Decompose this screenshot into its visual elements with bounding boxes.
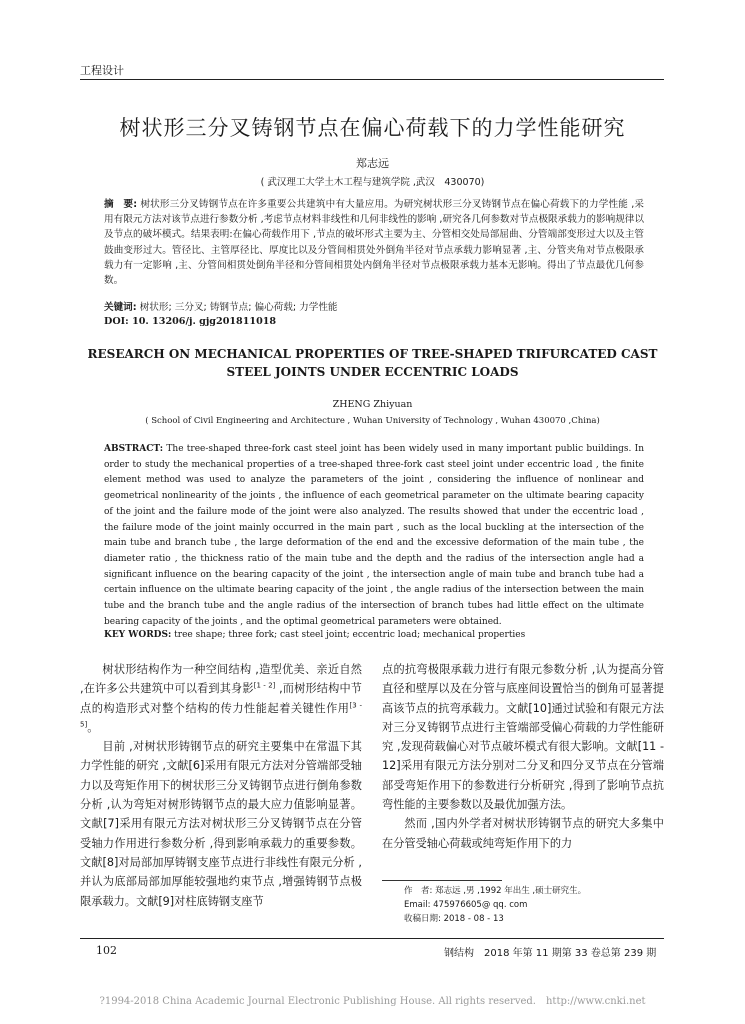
chinese-affiliation: ( 武汉理工大学土木工程与建筑学院 ,武汉 430070)	[260, 177, 485, 188]
section-label: 工程设计	[80, 64, 124, 77]
footnote-divider	[382, 880, 502, 881]
english-keywords-label: KEY WORDS:	[104, 630, 172, 640]
doi	[104, 316, 276, 327]
footnote-email: Email: 475976605@ qq. com	[404, 900, 528, 910]
english-affiliation: ( School of Civil Engineering and Architecture , Wuhan University of Technology , Wuhan 430070 ,China)	[145, 416, 600, 426]
footnote-author: 作 者: 郑志远 ,男 ,1992 年出生 ,硕士研究生。	[404, 886, 587, 896]
body-right-column	[382, 660, 664, 853]
english-title-line-2: STEEL JOINTS UNDER ECCENTRIC LOADS	[226, 365, 519, 379]
english-title-line-1: RESEARCH ON MECHANICAL PROPERTIES OF TREE-SHAPED TRIFURCATED CAST	[87, 347, 658, 361]
copyright-watermark: ?1994-2018 China Academic Journal Electronic Publishing House. All rights reserved. http://www.cnki.net	[99, 996, 646, 1007]
chinese-abstract-text: 树状形三分叉铸钢节点在许多重要公共建筑中有大量应用。为研究树状形三分叉铸钢节点在偏心荷载下的力学性能 ,采用有限元方法对该节点进行参数分析 ,考虑节点材料非线性和几何非线性的影响 ,研究各几何参数对节点极限承载力的影响规律以及节点的破坏模式。结果表明:在偏心荷载作用下 ,节点的破坏形式主要为主、分管相交处局部屈曲、分管端部变形过大以及主管鼓曲变形过大。管径比、主管厚径比、厚度比以及分管间相贯处外倒角半径对节点承载力影响显著 ,主、分管夹角对节点极限承载力有一定影响 ,主、分管间相贯处倒角半径和分管间相贯处内倒角半径对节点极限承载力基本无影响。得出了节点最优几何参数。	[104, 199, 644, 287]
chinese-abstract-label: 摘 要:	[104, 199, 138, 210]
chinese-keywords-text: 树状形; 三分叉; 铸钢节点; 偏心荷载; 力学性能	[139, 302, 338, 313]
english-abstract-text: The tree-shaped three-fork cast steel joint has been widely used in many important public buildings. In order to study the mechanical properties of a tree-shaped three-fork cast steel joint under eccentric load , the finite element method was used to analyze the parameters of the joint , considering the influence of nonlinear and geometrical nonlinearity of the joints , the influence of each geometrical parameter on the ultimate bearing capacity of the joint and the failure mode of the joint were also analyzed. The results showed that under the eccentric load , the failure mode of the joint mainly occurred in the main part , such as the local buckling at the intersection of the main tube and branch tube , the large deformation of the end and the excessive deformation of the main tube , the diameter ratio , the thickness ratio of the main tube and the depth and the radius of the intersection angle had a significant influence on the bearing capacity of the joint , the intersection angle of main tube and branch tube had a certain influence on the ultimate bearing capacity of the joint , the angle radius of the intersection between the main tube and the branch tube and the angle radius of the intersection of branch tubes had little effect on the ultimate bearing capacity of the joints , and the optimal geometrical parameters were obtained.	[104, 444, 644, 627]
english-abstract	[104, 442, 644, 630]
body-paragraph: 点的抗弯极限承载力进行有限元参数分析 ,认为提高分管直径和壁厚以及在分管与底座间设置恰当的倒角可显著提高该节点的抗弯承载力。文献[10]通过试验和有限元方法对三分叉铸钢节点进行主管端部受偏心荷载的力学性能研究 ,发现荷载偏心对节点破坏模式有很大影响。文献[11 - 12]采用有限元方法分别对二分叉和四分叉节点在分管端部受弯矩作用下的参数进行分析研究 ,得到了影响节点抗弯性能的主要参数以及最优加强方法。	[382, 663, 664, 812]
footnote-received: 收稿日期: 2018 - 08 - 13	[404, 914, 504, 924]
page-number: 102	[96, 944, 117, 957]
english-keywords	[104, 630, 644, 640]
chinese-abstract	[104, 197, 644, 288]
body-paragraph: 目前 ,对树状形铸钢节点的研究主要集中在常温下其力学性能的研究 ,文献[6]采用有限元方法对分管端部受轴力以及弯矩作用下的树状形三分叉铸钢节点进行倒角参数分析 ,认为弯矩对树形铸钢节点的最大应力值影响显著。文献[7]采用有限元方法对树状形三分叉铸钢节点在分管受轴力作用进行参数分析 ,得到影响承载力的重要参数。文献[8]对局部加厚铸钢支座节点进行非线性有限元分析 ,并认为底部局部加厚能较强地约束节点 ,增强铸钢节点极限承载力。文献[9]对柱底铸钢支座节	[80, 740, 362, 908]
chinese-title: 树状形三分叉铸钢节点在偏心荷载下的力学性能研究	[119, 116, 626, 140]
english-title	[0, 345, 745, 381]
header-divider	[80, 79, 664, 80]
chinese-author: 郑志远	[356, 157, 389, 170]
doi-value: 10. 13206/j. gjg201811018	[132, 316, 277, 327]
doi-label: DOI:	[104, 316, 129, 327]
chinese-keywords-label: 关键词:	[104, 302, 137, 313]
english-author: ZHENG Zhiyuan	[332, 399, 413, 410]
english-abstract-label: ABSTRACT:	[104, 444, 164, 454]
body-paragraph: 树状形结构作为一种空间结构 ,造型优美、亲近自然 ,在许多公共建筑中可以看到其身影[1 - 2] ,而树形结构中节点的构造形式对整个结构的传力性能起着关键性作用[3 - 5]。	[80, 663, 362, 734]
footer-divider	[80, 938, 664, 939]
body-paragraph: 然而 ,国内外学者对树状形铸钢节点的研究大多集中在分管受轴心荷载或纯弯矩作用下的力	[382, 817, 664, 850]
footnote	[404, 884, 586, 926]
journal-info: 钢结构 2018 年第 11 期第 33 卷总第 239 期	[444, 948, 657, 959]
body-left-column	[80, 660, 362, 911]
chinese-keywords	[104, 299, 644, 313]
english-keywords-text: tree shape; three fork; cast steel joint; eccentric load; mechanical properties	[174, 630, 526, 640]
